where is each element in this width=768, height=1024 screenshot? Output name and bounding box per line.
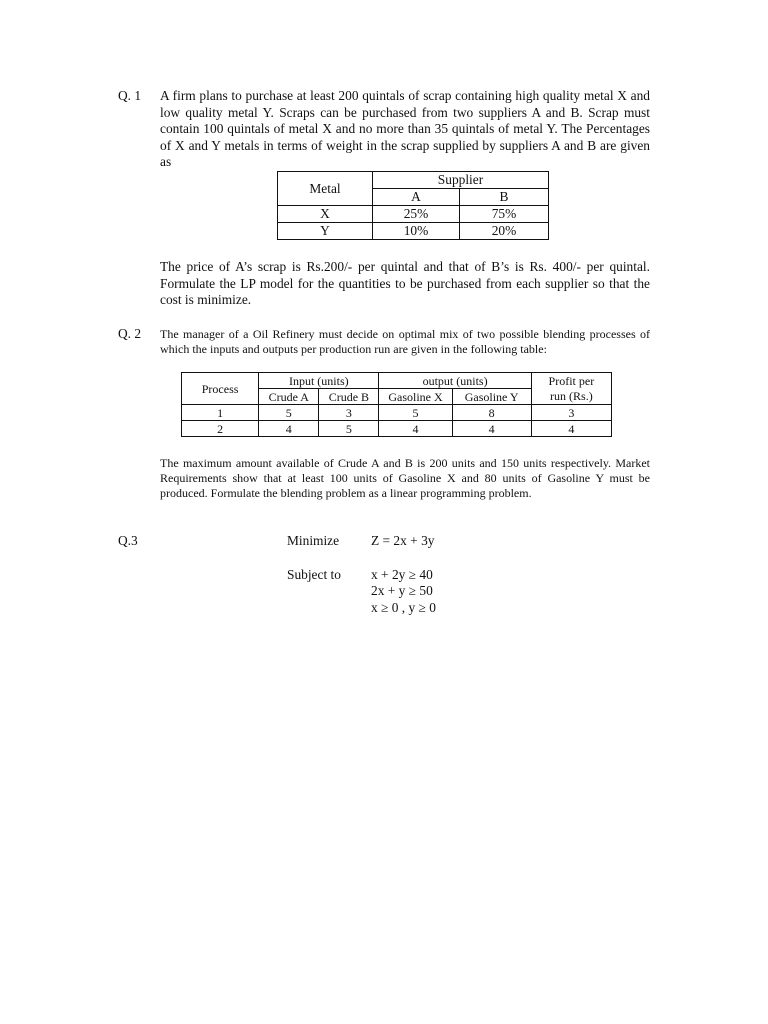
- table-header-gasoline-x: Gasoline X: [379, 389, 452, 405]
- table-cell-metal: Y: [278, 223, 373, 240]
- table-cell-crude-a: 5: [259, 405, 319, 421]
- table-header-supplier-a: A: [373, 189, 460, 206]
- question-2-number: Q. 2: [118, 326, 142, 341]
- table-cell-a: 25%: [373, 206, 460, 223]
- question-1-intro-text: A firm plans to purchase at least 200 quintals of scrap containing high quality metal X and low quality metal Y. Scraps can be purchased from two suppliers A and B. Scrap must contain 100 quintals of metal X and no more than 35 quintals of metal Y. The Percentages of X and Y metals in terms of weight in the scrap supplied by suppliers A and B are given as: [160, 88, 650, 170]
- constraint-1: x + 2y ≥ 40: [371, 567, 433, 582]
- table-header-supplier: Supplier: [373, 172, 549, 189]
- table-cell-a: 10%: [373, 223, 460, 240]
- table-row: [182, 421, 612, 437]
- table-cell-crude-a: 4: [259, 421, 319, 437]
- table-cell-process: 2: [182, 421, 259, 437]
- table-header-crude-a: Crude A: [259, 389, 319, 405]
- table-cell-profit: 3: [531, 405, 611, 421]
- question-2-intro: The manager of a Oil Refinery must decide on optimal mix of two possible blending processes of which the inputs and outputs per production run are given in the following table:: [160, 327, 650, 356]
- table-header-crude-b: Crude B: [319, 389, 379, 405]
- table-row: [182, 405, 612, 421]
- supplier-metal-table: [277, 171, 549, 240]
- subject-to-label: Subject to: [287, 567, 341, 582]
- table-cell-process: 1: [182, 405, 259, 421]
- table-cell-metal: X: [278, 206, 373, 223]
- question-1-number: Q. 1: [118, 88, 142, 103]
- table-header-metal: Metal: [278, 172, 373, 206]
- question-2-conclusion: The maximum amount available of Crude A and B is 200 units and 150 units respectively. Market Requirements show that at least 100 units of Gasoline X and 80 units of Gasoline Y must be produced. Formulate the blending problem as a linear programming problem.: [160, 456, 650, 500]
- table-header-profit-1: Profit per: [531, 373, 611, 389]
- table-header-input: Input (units): [259, 373, 379, 389]
- constraint-2: 2x + y ≥ 50: [371, 583, 433, 598]
- table-cell-gasoline-x: 5: [379, 405, 452, 421]
- table-header-gasoline-y: Gasoline Y: [452, 389, 531, 405]
- constraint-3: x ≥ 0 , y ≥ 0: [371, 600, 436, 615]
- table-cell-profit: 4: [531, 421, 611, 437]
- objective-function: Z = 2x + 3y: [371, 533, 435, 548]
- question-1-intro: [160, 88, 650, 171]
- table-header-profit-2: run (Rs.): [531, 389, 611, 405]
- table-header-supplier-b: B: [460, 189, 549, 206]
- table-cell-b: 20%: [460, 223, 549, 240]
- table-header-process: Process: [182, 373, 259, 405]
- table-cell-gasoline-y: 8: [452, 405, 531, 421]
- question-1-conclusion: The price of A’s scrap is Rs.200/- per quintal and that of B’s is Rs. 400/- per quintal. Formulate the LP model for the quantities to be purchased from each supplier so that the cost is minimize.: [160, 259, 650, 308]
- table-header-output: output (units): [379, 373, 531, 389]
- table-row: [278, 206, 549, 223]
- table-cell-crude-b: 5: [319, 421, 379, 437]
- table-row: [278, 223, 549, 240]
- table-cell-b: 75%: [460, 206, 549, 223]
- question-3-number: Q.3: [118, 533, 138, 548]
- minimize-label: Minimize: [287, 533, 340, 548]
- blending-process-table: [181, 372, 612, 437]
- table-cell-gasoline-y: 4: [452, 421, 531, 437]
- table-cell-crude-b: 3: [319, 405, 379, 421]
- table-cell-gasoline-x: 4: [379, 421, 452, 437]
